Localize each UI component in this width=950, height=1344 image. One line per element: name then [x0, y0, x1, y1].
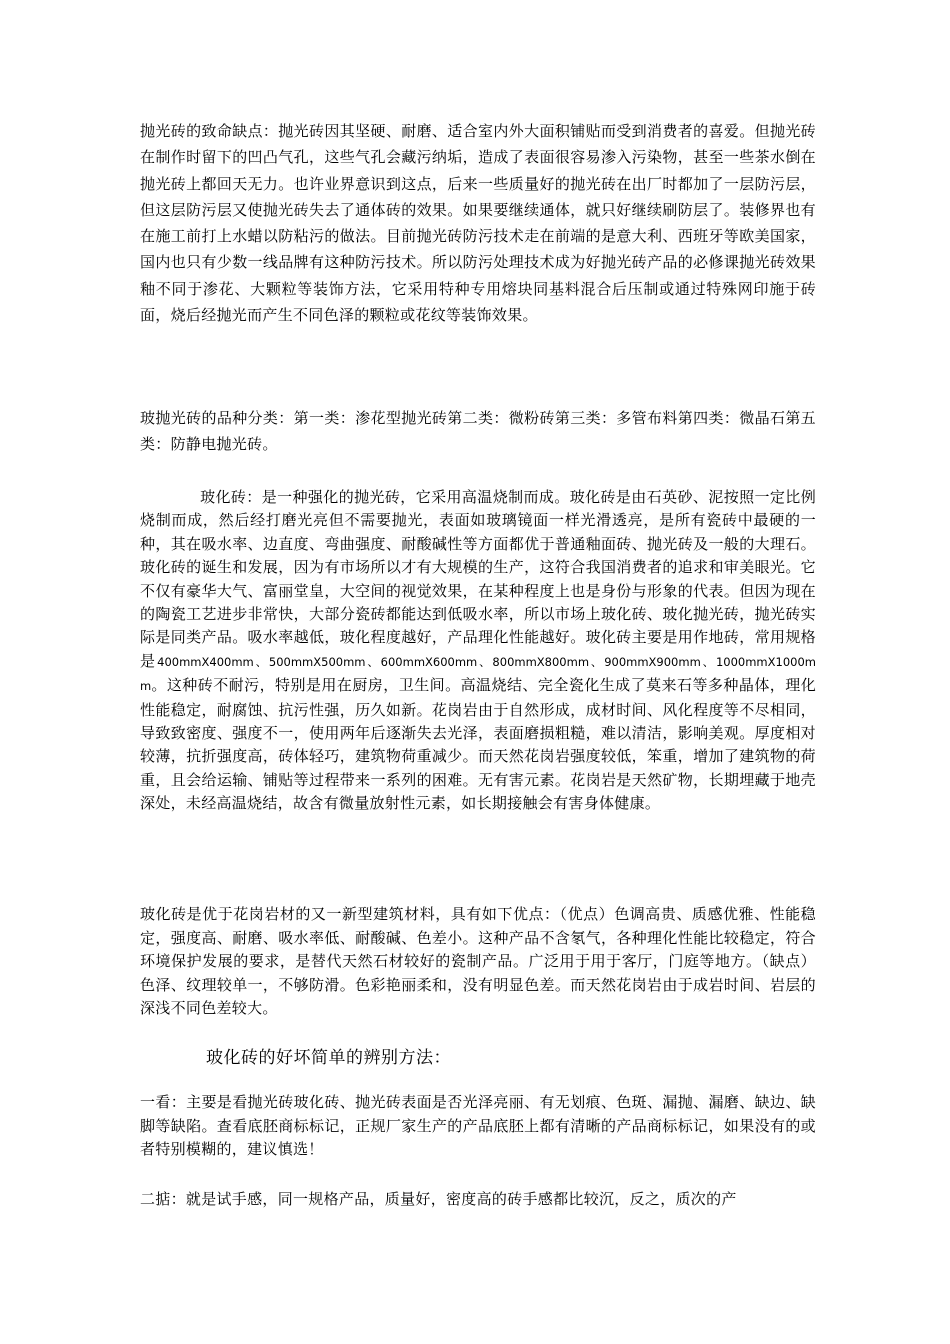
- paragraph-polished-tile-categories: 玻抛光砖的品种分类：第一类：渗花型抛光砖第二类：微粉砖第三类：多管布料第四类：微晶石第五类：防静电抛光砖。: [140, 409, 816, 454]
- paragraph-vitrified-tile-advantages: 玻化砖是优于花岗岩材的又一新型建筑材料，具有如下优点：（优点）色调高贵、质感优雅、性能稳定，强度高、耐磨、吸水率低、耐酸碱、色差小。这种产品不含氡气，各种理化性能比较稳定，符合环境保护发展的要求，是替代天然石材较好的瓷制产品。广泛用于用于客厅，门庭等地方。（缺点）色泽、纹理较单一，不够防滑。色彩艳丽柔和，没有明显色差。而天然花岗岩由于成岩时间、岩层的深浅不同色差较大。: [140, 905, 816, 1018]
- section-heading-identification: 玻化砖的好坏简单的辨别方法：: [206, 1048, 451, 1068]
- vitrified-tile-intro-text: 玻化砖：是一种强化的抛光砖，它采用高温烧制而成。玻化砖是由石英砂、泥按照一定比例烧制而成，然后经打磨光亮但不需要抛光，表面如玻璃镜面一样光滑透亮，是所有瓷砖中最硬的一种，其在吸水率、边直度、弯曲强度、耐酸碱性等方面都优于普通釉面砖、抛光砖及一般的大理石。玻化砖的诞生和发展，因为有市场所以才有大规模的生产，这符合我国消费者的追求和审美眼光。它不仅有豪华大气、富丽堂皇，大空间的视觉效果，在某种程度上也是身份与形象的代表。但因为现在的陶瓷工艺进步非常快，大部分瓷砖都能达到低吸水率，所以市场上玻化砖、玻化抛光砖，抛光砖实际是同类产品。吸水率越低，玻化程度越好，产品理化性能越好。玻化砖主要是用作地砖，常用规格是: [140, 488, 816, 670]
- vitrified-tile-rest-text: 。这种砖不耐污，特别是用在厨房，卫生间。高温烧结、完全瓷化生成了莫来石等多种晶体，理化性能稳定，耐腐蚀、抗污性强，历久如新。花岗岩由于自然形成，成材时间、风化程度等不尽相同，导致致密度、强度不一，使用两年后逐渐失去光泽，表面磨损粗糙，难以清洁，影响美观。厚度相对较薄，抗折强度高，砖体轻巧，建筑物荷重减少。而天然花岗岩强度较低，笨重，增加了建筑物的荷重，且会给运输、铺贴等过程带来一系列的困难。无有害元素。花岗岩是天然矿物，长期埋藏于地壳深处，未经高温烧结，故含有微量放射性元素，如长期接触会有害身体健康。: [140, 676, 816, 813]
- paragraph-polished-tile-drawbacks: 抛光砖的致命缺点：抛光砖因其坚硬、耐磨、适合室内外大面积铺贴而受到消费者的喜爱。但抛光砖在制作时留下的凹凸气孔，这些气孔会藏污纳垢，造成了表面很容易渗入污染物，甚至一些茶水倒在抛光砖上都回天无力。也许业界意识到这点，后来一些质量好的抛光砖在出厂时都加了一层防污层，但这层防污层又使抛光砖失去了通体砖的效果。如果要继续通体，就只好继续刷防层了。装修界也有在施工前打上水蜡以防粘污的做法。目前抛光砖防污技术走在前端的是意大利、西班牙等欧美国家，国内也只有少数一线品牌有这种防污技术。所以防污处理技术成为好抛光砖产品的必修课抛光砖效果釉不同于渗花、大颗粒等装饰方法，它采用特种专用熔块同基料混合后压制或通过特殊网印施于砖面，烧后经抛光而产生不同色泽的颗粒或花纹等装饰效果。: [140, 122, 816, 325]
- paragraph-vitrified-tile: [140, 486, 816, 816]
- paragraph-step-look: 一看：主要是看抛光砖玻化砖、抛光砖表面是否光泽亮丽、有无划痕、色斑、漏抛、漏磨、缺边、缺脚等缺陷。查看底胚商标标记，正规厂家生产的产品底胚上都有清晰的产品商标标记，如果没有的或者特别模糊的，建议慎选！: [140, 1093, 816, 1158]
- tile-size-specs: 400mmX400mm、500mmX500mm、600mmX600mm、800mmX800mm、900mmX900mm、1000mmX1000mm: [140, 654, 816, 694]
- paragraph-step-weigh: 二掂：就是试手感，同一规格产品，质量好，密度高的砖手感都比较沉，反之，质次的产: [140, 1190, 737, 1208]
